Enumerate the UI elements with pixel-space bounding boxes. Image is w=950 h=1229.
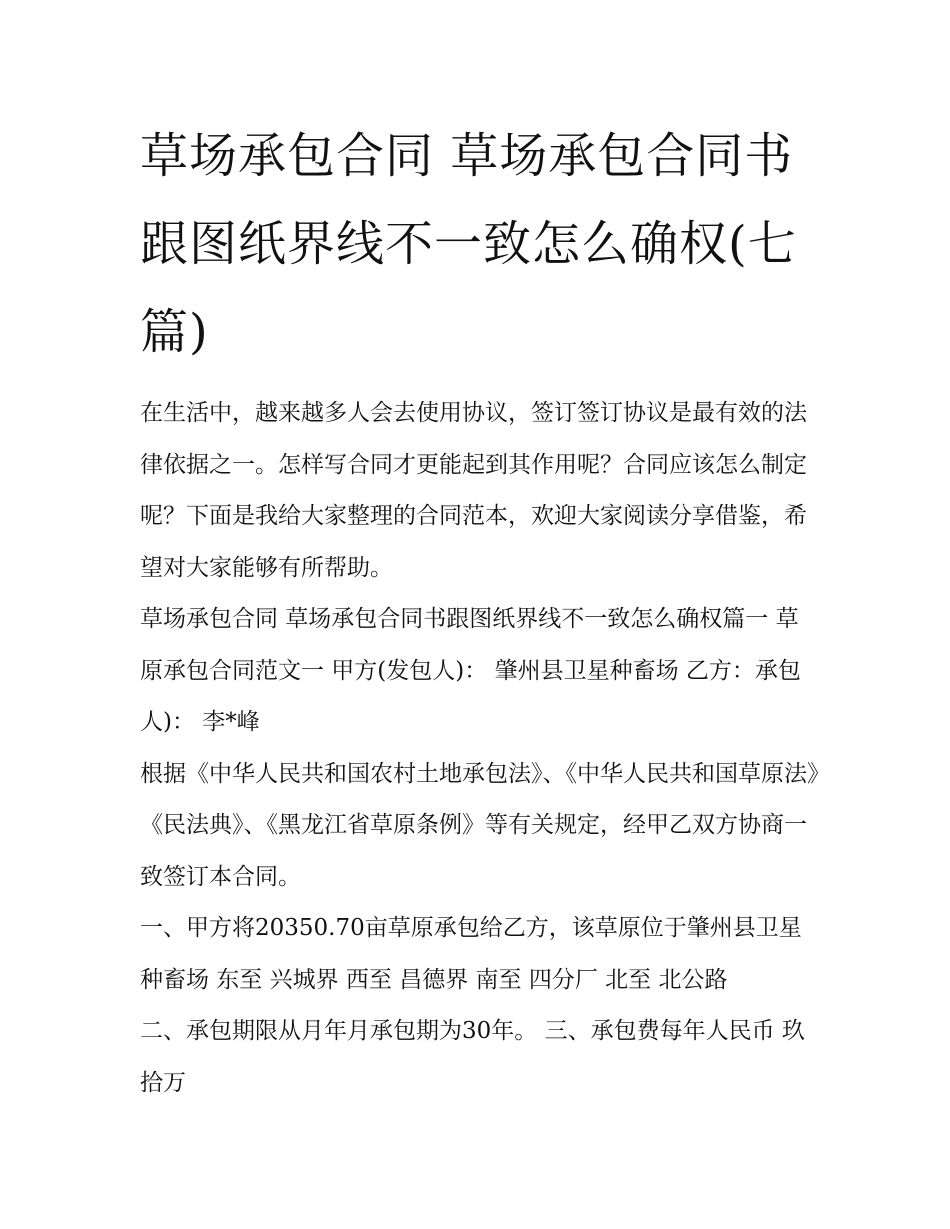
paragraph-clause-2-3: 二、承包期限从月年月承包期为30年。 三、承包费每年人民币 玖拾万 xyxy=(140,1018,805,1096)
document-page xyxy=(140,112,820,1109)
document-title: 草场承包合同 草场承包合同书跟图纸界线不一致怎么确权(七篇) xyxy=(140,128,797,360)
paragraph-clause-1: 一、甲方将20350.70亩草原承包给乙方，该草原位于肇州县卫星种畜场 东至 兴城界 西至 昌德界 南至 四分厂 北至 北公路 xyxy=(140,915,802,993)
paragraph-intro: 在生活中，越来越多人会去使用协议，签订签订协议是最有效的法律依据之一。怎样写合同才更能起到其作用呢？合同应该怎么制定呢？下面是我给大家整理的合同范本，欢迎大家阅读分享借鉴，希望对大家能够有所帮助。 xyxy=(140,400,807,581)
paragraph-legal-basis: 根据《中华人民共和国农村土地承包法》、《中华人民共和国草原法》《民法典》、《黑龙江省草原条例》等有关规定，经甲乙双方协商一致签订本合同。 xyxy=(140,760,819,890)
paragraph-parties: 草场承包合同 草场承包合同书跟图纸界线不一致怎么确权篇一 草原承包合同范文一 甲方(发包人)： 肇州县卫星种畜场 乙方：承包人)： 李*峰 xyxy=(140,606,801,735)
